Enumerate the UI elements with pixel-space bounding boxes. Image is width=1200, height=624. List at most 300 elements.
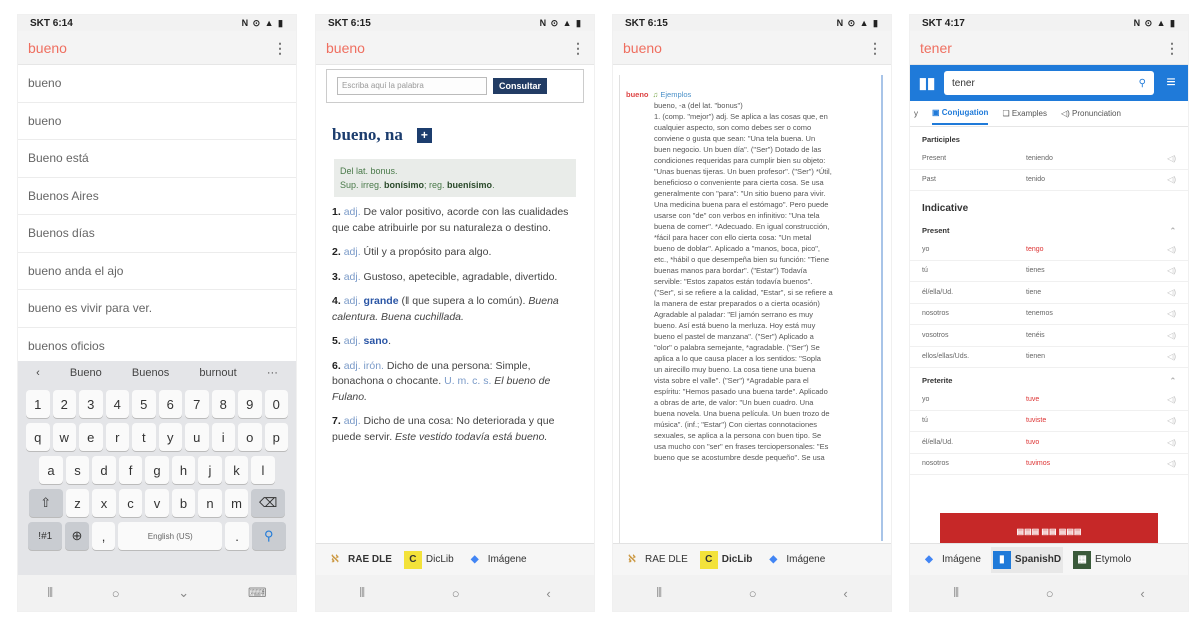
key[interactable]: j: [198, 456, 222, 484]
keyboard-suggestion[interactable]: Bueno: [69, 367, 102, 379]
key[interactable]: g: [145, 456, 169, 484]
conjugation-row: [910, 239, 1188, 261]
def-abbr[interactable]: adj.: [343, 246, 361, 258]
keyboard-suggestion[interactable]: Buenos: [131, 367, 170, 379]
examples-link[interactable]: Ejemplos: [660, 90, 692, 99]
source-tabs: [910, 543, 1188, 575]
backspace-key-icon[interactable]: ⌫: [251, 489, 285, 517]
entry-line: "Unas buenas tijeras. Un buen profesor". ("Ser") *Útil,: [654, 167, 832, 176]
verb-form[interactable]: tienen: [1026, 353, 1046, 361]
source-tabs: [316, 543, 594, 575]
key[interactable]: z: [66, 489, 90, 517]
verb-form[interactable]: teniendo: [1026, 154, 1053, 162]
phone-spanishdict: [909, 14, 1189, 612]
pronoun: vosotros: [922, 331, 949, 339]
diclib-logo-icon: C: [404, 551, 422, 569]
consult-button[interactable]: Consultar: [493, 78, 547, 94]
def-text: Gustoso, apetecible, agradable, divertido.: [363, 270, 558, 283]
pronoun: nosotros: [922, 310, 949, 318]
nav-bar: [613, 575, 891, 611]
speaker-icon[interactable]: ♫: [652, 90, 659, 99]
home-icon[interactable]: ○: [1045, 585, 1054, 601]
speaker-icon[interactable]: ◁): [1167, 394, 1176, 404]
conjugation-row: [910, 325, 1188, 347]
scrollbar[interactable]: [881, 75, 883, 541]
key-row-1: [21, 423, 293, 451]
pronoun: tú: [922, 417, 928, 425]
conjugation-row: [910, 411, 1188, 433]
phone-search-suggestions: [17, 14, 297, 612]
tab-diclib[interactable]: [700, 551, 753, 569]
section-indicative: [910, 191, 1188, 218]
entry-line: sexuales, se aplica a la persona con buen tipo. Se: [654, 431, 822, 440]
entry-line: ("Ser", si se refiere a la calidad, "Estar", si se refiere a: [654, 288, 833, 297]
verb-form[interactable]: tuve: [1026, 395, 1040, 403]
status-time: SKT 6:15: [328, 17, 371, 29]
verb-form[interactable]: tuviste: [1026, 417, 1047, 425]
def-abbr[interactable]: U. m. c. s.: [444, 375, 492, 387]
search-query[interactable]: bueno: [326, 39, 365, 56]
key[interactable]: h: [172, 456, 196, 484]
hamburger-menu-icon[interactable]: ≡: [1166, 74, 1176, 91]
nav-bar: [316, 575, 594, 611]
def-link[interactable]: sano: [363, 335, 389, 347]
tab-images[interactable]: [920, 551, 981, 569]
tab-label: Pronunciation: [1072, 109, 1121, 118]
key[interactable]: 5: [132, 390, 156, 418]
home-icon[interactable]: ○: [111, 585, 120, 601]
search-query[interactable]: tener: [920, 39, 952, 56]
conjugation-row: [910, 432, 1188, 454]
def-text: Dicho de una persona: Simple, bonachona o chocante.: [332, 359, 531, 387]
speaker-icon[interactable]: ◁): [1167, 330, 1176, 340]
back-arrow-icon[interactable]: ‹: [36, 367, 40, 379]
status-time: SKT 6:15: [625, 17, 668, 29]
def-example: El bueno de Fulano.: [332, 375, 551, 403]
verb-form[interactable]: tenéis: [1026, 331, 1045, 339]
google-images-icon: ◆: [769, 554, 778, 565]
tab-label: SpanishD: [1014, 554, 1062, 565]
def-number: 3.: [332, 270, 341, 283]
expand-plus-icon[interactable]: +: [417, 128, 432, 143]
section-title: Participles: [922, 135, 960, 144]
key[interactable]: 9: [238, 390, 262, 418]
def-abbr[interactable]: adj.: [343, 270, 361, 283]
keyboard: [18, 361, 296, 575]
entry-line: generalmente con "para": "Un sitio bueno para vivir.: [654, 189, 826, 198]
conjugation-row: [910, 389, 1188, 411]
key[interactable]: v: [145, 489, 169, 517]
search-query[interactable]: bueno: [623, 39, 662, 56]
overflow-menu-icon[interactable]: ⋮: [868, 39, 881, 56]
suggestion-list: [18, 65, 296, 365]
definition-item: [332, 334, 576, 350]
nav-bar: [910, 575, 1188, 611]
entry-line: bueno. Así está bueno la merluza. Hoy está muy: [654, 321, 816, 330]
def-example: Buena calentura. Buena cuchillada.: [332, 295, 559, 323]
tab-label: Examples: [1011, 109, 1047, 118]
status-time: SKT 4:17: [922, 17, 965, 29]
entry-line: a obras de arte, de valor: "Un buen cuadro. Una: [654, 398, 814, 407]
tab-spanishdict[interactable]: [991, 547, 1063, 573]
suggestion-item[interactable]: bueno es vivir para ver.: [18, 290, 296, 328]
entry-line: música". (inf.; "Estar") Con ciertas connotaciones: [654, 420, 818, 429]
entry-line: cualquier aspecto, son como debes ser o como: [654, 123, 812, 132]
headword: [332, 125, 594, 145]
sup-irregular: bonísimo: [384, 180, 425, 190]
section-participles: [910, 127, 1188, 148]
verb-form[interactable]: tuvimos: [1026, 460, 1051, 468]
key[interactable]: q: [26, 423, 50, 451]
definition-item: [332, 270, 576, 286]
section-title: Preterite: [922, 376, 953, 385]
tab-images[interactable]: [764, 551, 825, 569]
rae-search-input[interactable]: Escriba aquí la palabra: [337, 77, 487, 95]
key[interactable]: n: [198, 489, 222, 517]
back-icon[interactable]: ⌄: [178, 585, 190, 600]
app-bar: [613, 31, 891, 65]
section-preterite[interactable]: [910, 368, 1188, 389]
key-row-2: [21, 456, 293, 484]
back-icon[interactable]: ‹: [843, 585, 848, 601]
recents-icon[interactable]: ⦀: [359, 585, 366, 600]
entry-line: 1. (comp. "mejor") adj. Se aplica a las cosas que, en: [654, 112, 828, 121]
etymology-text: Del lat. bonus.: [340, 166, 398, 176]
spanishdict-search-input[interactable]: [944, 71, 1154, 95]
home-icon[interactable]: ○: [748, 585, 757, 601]
key[interactable]: p: [265, 423, 289, 451]
back-icon[interactable]: ‹: [1140, 585, 1145, 601]
headword-text: bueno, na: [332, 125, 403, 144]
overflow-menu-icon[interactable]: ⋮: [273, 39, 286, 56]
tab-rae-dle[interactable]: [326, 551, 392, 569]
suggestion-item[interactable]: bueno: [18, 65, 296, 103]
key[interactable]: 7: [185, 390, 209, 418]
speaker-icon[interactable]: ◁): [1167, 352, 1176, 362]
keyboard-suggestion-bar: [21, 361, 293, 385]
key[interactable]: e: [79, 423, 103, 451]
definition-item: [332, 205, 576, 236]
tab-partial[interactable]: y: [914, 109, 918, 118]
collapse-chevron-icon[interactable]: ⌃: [1169, 226, 1176, 235]
def-text: (‖ que supera a lo común).: [401, 295, 526, 307]
tab-label: RAE DLE: [348, 554, 392, 565]
key[interactable]: x: [92, 489, 116, 517]
def-number: 4.: [332, 295, 341, 307]
entry-line: buenas manos para bordar". ("Estar") Todavía: [654, 266, 807, 275]
advertisement-banner[interactable]: ▤▤▤ ▤▤ ▤▤▤: [940, 513, 1158, 549]
tab-label: Conjugation: [941, 108, 989, 117]
tab-conjugation[interactable]: ▣ Conjugation: [932, 102, 988, 125]
sup-regular: buenísimo: [447, 180, 493, 190]
recents-icon[interactable]: ⦀: [47, 585, 54, 600]
entry-head: bueno: [626, 90, 649, 99]
entry-header: [626, 89, 871, 100]
status-icons: N ⊙ ▲ ▮: [539, 17, 582, 28]
pronoun: él/ella/Ud.: [922, 288, 954, 296]
def-number: 5.: [332, 335, 341, 347]
definition-item: [332, 294, 576, 325]
key[interactable]: 0: [265, 390, 289, 418]
sup-end: .: [492, 180, 495, 190]
sup-prefix: Sup. irreg.: [340, 180, 385, 190]
recents-icon[interactable]: ⦀: [656, 585, 663, 600]
symbols-key[interactable]: !#1: [28, 522, 62, 550]
google-images-icon: ◆: [470, 554, 479, 565]
recents-icon[interactable]: ⦀: [953, 585, 960, 600]
suggestion-item[interactable]: Buenos Aires: [18, 178, 296, 216]
entry-line: condiciones requeridas para cumplir bien su objeto:: [654, 156, 826, 165]
entry-line: bueno que se acostumbre desde pequeño". Se usa: [654, 453, 825, 462]
entry-line: beneficioso o conveniente para cierta cosa. Se usa: [654, 178, 824, 187]
def-number: 7.: [332, 415, 341, 427]
verb-form[interactable]: tenemos: [1026, 310, 1053, 318]
app-bar: [18, 31, 296, 65]
speaker-icon[interactable]: ◁): [1167, 266, 1176, 276]
def-text: Dicho de una cosa: No deteriorada y que puede servir.: [332, 415, 555, 443]
speaker-icon[interactable]: ◁): [1167, 153, 1176, 163]
speaker-icon[interactable]: ◁): [1167, 244, 1176, 254]
status-bar: [316, 15, 594, 31]
entry-line: un airecillo muy bueno. La cosa tiene una buena: [654, 365, 816, 374]
entry-line: aplica a lo que causa placer a los sentidos: "Sopla: [654, 354, 821, 363]
section-title: Indicative: [922, 203, 969, 214]
google-images-icon: ◆: [925, 554, 933, 565]
search-key-icon[interactable]: ⚲: [252, 522, 286, 550]
conjugation-row: [910, 261, 1188, 283]
key[interactable]: i: [212, 423, 236, 451]
rae-logo-icon: ℵ: [628, 554, 636, 565]
phone-rae-dictionary: [315, 14, 595, 612]
conjugation-row: [910, 347, 1188, 369]
entry-line: espíritu: "Hemos pasado una buena tarde". Aplicado: [654, 387, 828, 396]
verb-form[interactable]: tuvo: [1026, 438, 1040, 446]
key[interactable]: t: [132, 423, 156, 451]
section-present[interactable]: [910, 218, 1188, 239]
app-bar: [910, 31, 1188, 65]
tab-rae-dle[interactable]: [623, 551, 688, 569]
conjugation-row: [910, 454, 1188, 476]
keyboard-icon[interactable]: ⌨: [247, 585, 267, 600]
key[interactable]: l: [251, 456, 275, 484]
key[interactable]: 1: [26, 390, 50, 418]
status-bar: [613, 15, 891, 31]
keyboard-suggestion[interactable]: burnout: [199, 367, 237, 379]
entry-subtitle: bueno, -a (del lat. "bonus"): [654, 101, 743, 110]
pronoun: yo: [922, 395, 930, 403]
key[interactable]: c: [119, 489, 143, 517]
overflow-menu-icon[interactable]: ⋮: [571, 39, 584, 56]
def-abbr[interactable]: adj.: [343, 295, 361, 307]
key[interactable]: y: [159, 423, 183, 451]
tab-diclib[interactable]: [404, 551, 454, 569]
pronoun: yo: [922, 245, 930, 253]
suggestion-item[interactable]: bueno anda el ajo: [18, 253, 296, 291]
entry-line: "olor" o palabra semejante, *agradable. ("Ser") Se: [654, 343, 820, 352]
entry-line: buen negocio. Un buen día". ("Ser") Dotado de las: [654, 145, 822, 154]
pronoun: Present: [922, 154, 947, 162]
suggestion-item[interactable]: Buenos días: [18, 215, 296, 253]
entry-line: vista sobre el valle". ("Ser") *Agradable para el: [654, 376, 809, 385]
key[interactable]: 6: [159, 390, 183, 418]
tab-images[interactable]: [466, 551, 527, 569]
period-key[interactable]: .: [225, 522, 249, 550]
space-key[interactable]: English (US): [118, 522, 222, 550]
collapse-chevron-icon[interactable]: ⌃: [1169, 376, 1176, 385]
def-link[interactable]: grande: [363, 295, 399, 307]
pronoun: Past: [922, 176, 937, 184]
speaker-icon[interactable]: ◁): [1167, 309, 1176, 319]
conjugation-tabs: [910, 101, 1188, 127]
etymology-logo-icon: ▦: [1073, 551, 1091, 569]
entry-line: bueno de doblar". Aplicado a "manos, boca, pico",: [654, 244, 821, 253]
entry-line: buena novela. Una buena película. Un buen trozo de: [654, 409, 830, 418]
key[interactable]: a: [39, 456, 63, 484]
def-abbr[interactable]: irón.: [363, 359, 384, 372]
def-abbr[interactable]: adj.: [343, 359, 361, 372]
suggestion-item[interactable]: Bueno está: [18, 140, 296, 178]
def-text: De valor positivo, acorde con las cualidades que cabe atribuirle por su naturaleza o destino.: [332, 206, 569, 234]
status-icons: N ⊙ ▲ ▮: [241, 17, 284, 28]
key[interactable]: k: [225, 456, 249, 484]
entry-line: Una medicina buena para el estómago". Pero puede: [654, 200, 829, 209]
key-row-3: [21, 489, 293, 517]
key[interactable]: d: [92, 456, 116, 484]
conjugation-row: [910, 148, 1188, 170]
app-bar: [316, 31, 594, 65]
suggestion-item[interactable]: buenos oficios: [18, 328, 296, 366]
speaker-icon[interactable]: ◁): [1167, 175, 1176, 185]
tab-label: RAE DLE: [645, 554, 688, 565]
entry-line: conviene o gusta que sean: "Una tela buena. Un: [654, 134, 816, 143]
key[interactable]: 2: [53, 390, 77, 418]
shift-key-icon[interactable]: ⇧: [29, 489, 63, 517]
phone-diclib: [612, 14, 892, 612]
back-icon[interactable]: ‹: [546, 585, 551, 601]
conjugation-row: [910, 170, 1188, 192]
def-text: .: [388, 335, 391, 347]
key[interactable]: b: [172, 489, 196, 517]
status-icons: N ⊙ ▲ ▮: [836, 17, 879, 28]
key[interactable]: s: [66, 456, 90, 484]
def-abbr[interactable]: adj.: [343, 206, 361, 218]
conjugation-row: [910, 282, 1188, 304]
pronoun: nosotros: [922, 460, 949, 468]
spanishdict-header: [910, 65, 1188, 101]
speaker-icon[interactable]: ◁): [1167, 287, 1176, 297]
search-query[interactable]: bueno: [28, 39, 67, 56]
comma-key[interactable]: ,: [92, 522, 116, 550]
status-bar: [910, 15, 1188, 31]
etymology-box: [334, 159, 576, 197]
tab-etymology[interactable]: [1073, 551, 1131, 569]
pronoun: él/ella/Ud.: [922, 438, 954, 446]
pronoun: tú: [922, 267, 928, 275]
def-text: Útil y a propósito para algo.: [363, 246, 492, 258]
spanishdict-logo-icon[interactable]: ▮▮: [918, 75, 936, 92]
nav-bar: [18, 575, 296, 611]
entry-line: Agradable al paladar: "El jamón serrano es muy: [654, 310, 813, 319]
speaker-icon[interactable]: ◁): [1167, 459, 1176, 469]
entry-line: bueno el pastel de manzana". ("Ser") Aplicado a: [654, 332, 814, 341]
key[interactable]: m: [225, 489, 249, 517]
superlative-line: [340, 178, 570, 192]
tab-label: DicLib: [425, 554, 454, 565]
speaker-icon[interactable]: ◁): [1167, 416, 1176, 426]
search-icon[interactable]: ⚲: [1138, 77, 1146, 89]
globe-key-icon[interactable]: ⊕: [65, 522, 89, 550]
pronoun: ellos/ellas/Uds.: [922, 353, 970, 361]
search-value: tener: [952, 77, 975, 89]
more-icon[interactable]: ···: [266, 367, 278, 379]
spanishdict-logo-icon: ▮: [993, 551, 1011, 569]
key[interactable]: w: [53, 423, 77, 451]
key[interactable]: 4: [106, 390, 130, 418]
verb-form[interactable]: tengo: [1026, 245, 1044, 253]
tab-label: DicLib: [721, 554, 753, 565]
def-abbr[interactable]: adj.: [343, 415, 361, 427]
tab-label: Imágene: [786, 554, 826, 565]
key[interactable]: u: [185, 423, 209, 451]
tab-label: Imágene: [487, 554, 527, 565]
entry-lines: [654, 111, 871, 463]
verb-form[interactable]: tenido: [1026, 176, 1046, 184]
rae-search-box: [326, 69, 584, 103]
verb-form[interactable]: tiene: [1026, 288, 1042, 296]
sup-mid: ; reg.: [424, 180, 448, 190]
def-number: 2.: [332, 246, 341, 258]
overflow-menu-icon[interactable]: ⋮: [1165, 39, 1178, 56]
key[interactable]: f: [119, 456, 143, 484]
key[interactable]: 8: [212, 390, 236, 418]
conjugation-row: [910, 304, 1188, 326]
status-icons: N ⊙ ▲ ▮: [1133, 17, 1176, 28]
key-row-numbers: [21, 390, 293, 418]
definitions: [316, 197, 594, 445]
speaker-icon[interactable]: ◁): [1167, 437, 1176, 447]
key-row-bottom: [21, 522, 293, 550]
entry-line: servible: "Estos zapatos están todavía buenos".: [654, 277, 813, 286]
def-abbr[interactable]: adj.: [343, 335, 361, 347]
status-time: SKT 6:14: [30, 17, 73, 29]
def-number: 1.: [332, 206, 341, 218]
key[interactable]: r: [106, 423, 130, 451]
suggestion-item[interactable]: bueno: [18, 103, 296, 141]
def-number: 6.: [332, 359, 341, 372]
rae-logo-icon: ℵ: [331, 554, 339, 565]
verb-form[interactable]: tienes: [1026, 267, 1045, 275]
diclib-logo-icon: C: [700, 551, 718, 569]
tab-label: Etymolo: [1095, 554, 1132, 565]
key[interactable]: 3: [79, 390, 103, 418]
tab-pronunciation[interactable]: ◁) Pronunciation: [1060, 109, 1121, 118]
status-bar: [18, 15, 296, 31]
entry-line: usa mucho con "ser" en frases terciopersonales: "Es: [654, 442, 829, 451]
definition-item: [332, 359, 576, 406]
definition-item: [332, 414, 576, 445]
entry-line: buena de comer". *Adecuado. En igual construcción,: [654, 222, 830, 231]
entry-line: usarse con "de" con verbos en infinitivo: "Una tela: [654, 211, 820, 220]
entry-line: *fácil para hacer con ello cierta cosa: "Un metal: [654, 233, 812, 242]
source-tabs: [613, 543, 891, 575]
key[interactable]: o: [238, 423, 262, 451]
section-title: Present: [922, 226, 950, 235]
entry-line: la manera de estar preparados o a cierta ocasión): [654, 299, 820, 308]
diclib-entry: [619, 75, 877, 543]
entry-line: etc., *hábil o que desempeña bien su función: "Tiene: [654, 255, 830, 264]
tab-examples[interactable]: ❑ Examples: [1002, 109, 1047, 118]
home-icon[interactable]: ○: [451, 585, 460, 601]
